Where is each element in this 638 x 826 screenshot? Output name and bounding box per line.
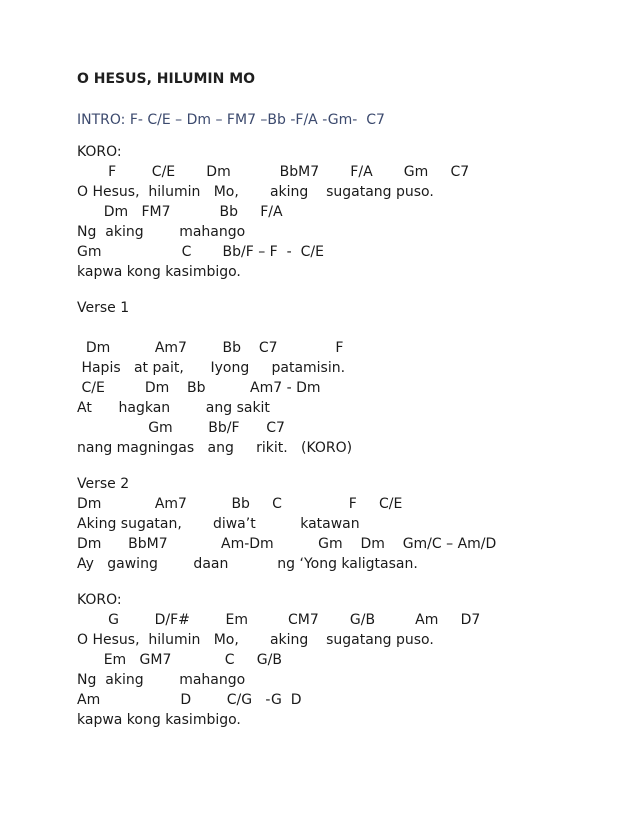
lyric-line: At hagkan ang sakit <box>77 400 270 416</box>
chord-line: G D/F# Em CM7 G/B Am D7 <box>77 612 481 628</box>
chord-line: Em GM7 C G/B <box>77 652 282 668</box>
lyric-line: nang magningas ang rikit. (KORO) <box>77 440 353 456</box>
lyric-line: O Hesus, hilumin Mo, aking sugatang puso. <box>77 184 434 200</box>
chord-line: C/E Dm Bb Am7 - Dm <box>77 380 321 396</box>
chord-line: Dm FM7 Bb F/A <box>77 204 283 220</box>
lyric-line: Ng aking mahango <box>77 224 246 240</box>
chorus-heading: KORO: <box>77 144 122 160</box>
chord-line: Dm BbM7 Am-Dm Gm Dm Gm/C – Am/D <box>77 536 497 552</box>
lyric-line: Ay gawing daan ng ‘Yong kaligtasan. <box>77 556 418 572</box>
chord-line: Dm Am7 Bb C F C/E <box>77 496 403 512</box>
chord-line: Am D C/G -G D <box>77 692 302 708</box>
lyric-line: Aking sugatan, diwa’t katawan <box>77 516 360 532</box>
chord-line: Gm Bb/F C7 <box>77 420 285 436</box>
lyric-line: kapwa kong kasimbigo. <box>77 712 241 728</box>
intro-chords: INTRO: F- C/E – Dm – FM7 –Bb -F/A -Gm- C7 <box>77 112 385 128</box>
song-title: O HESUS, HILUMIN MO <box>77 71 256 87</box>
chord-line: F C/E Dm BbM7 F/A Gm C7 <box>77 164 470 180</box>
verse-2-heading: Verse 2 <box>77 476 130 492</box>
lyric-line: kapwa kong kasimbigo. <box>77 264 241 280</box>
verse-1-heading: Verse 1 <box>77 300 130 316</box>
lyric-line: Ng aking mahango <box>77 672 246 688</box>
chord-line: Dm Am7 Bb C7 F <box>77 340 344 356</box>
chorus-heading: KORO: <box>77 592 122 608</box>
chord-line: Gm C Bb/F – F - C/E <box>77 244 324 260</box>
lyric-line: O Hesus, hilumin Mo, aking sugatang puso. <box>77 632 434 648</box>
lyric-line: Hapis at pait, Iyong patamisin. <box>77 360 346 376</box>
